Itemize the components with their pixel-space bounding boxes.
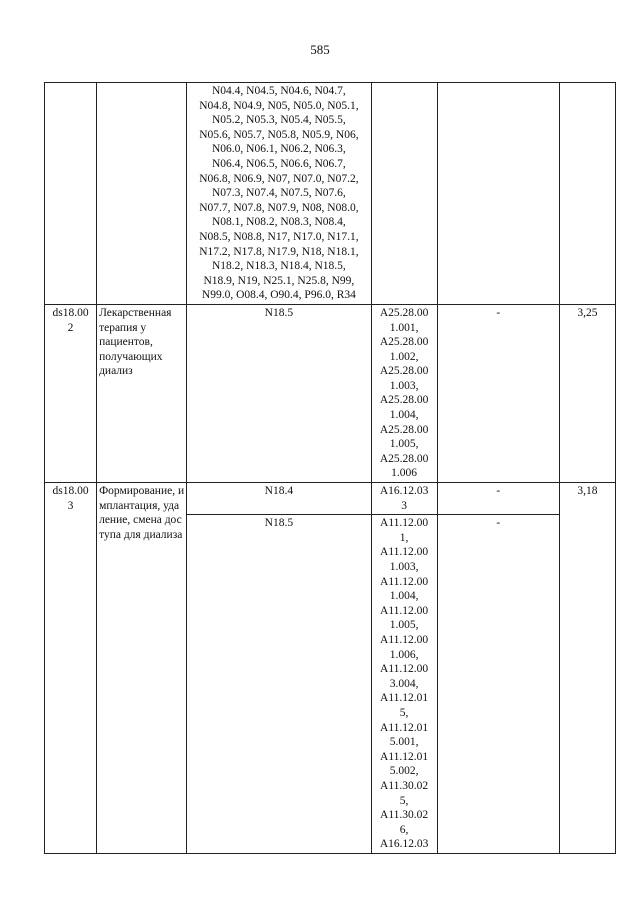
code-cell [45,83,97,305]
diagnosis-codes-cell: N18.5 [187,515,371,854]
extra-criteria-cell: - [437,304,559,482]
table-row-continuation [45,83,616,305]
diagnosis-codes-cell: N18.5 [187,304,371,482]
code-cell: ds18.00 2 [45,304,97,482]
service-codes-cell: A16.12.03 3 [371,483,437,515]
service-codes-cell [371,83,437,305]
page-number: 585 [310,42,330,57]
extra-criteria-cell [437,83,559,305]
coefficient-cell: 3,18 [559,483,615,854]
name-cell: Формирование, имплантация, удаление, смена доступа для диализа [97,483,187,854]
extra-criteria-cell: - [437,515,559,854]
table-row-ds18-002 [45,304,616,482]
coefficient-cell [559,83,615,305]
coefficient-cell: 3,25 [559,304,615,482]
diagnosis-codes-cell: N18.4 [187,483,371,515]
extra-criteria-cell: - [437,483,559,515]
tariff-table [44,82,616,854]
name-cell: Лекарственная терапия у пациентов, получающих диализ [97,304,187,482]
name-cell [97,83,187,305]
service-codes-cell: A11.12.00 1, A11.12.00 1.003, A11.12.00 1.004, A11.12.00 1.005, A11.12.00 1.006, A11.12.00 3.004, A11.12.01 5, A11.12.01 5.001, A11.12.01 5.002, A11.30.02 5, A11.30.02 6, A16.12.03 [371,515,437,854]
table-row-ds18-003 [45,483,616,515]
diagnosis-codes-cell: N04.4, N04.5, N04.6, N04.7, N04.8, N04.9, N05, N05.0, N05.1, N05.2, N05.3, N05.4, N05.5, N05.6, N05.7, N05.8, N05.9, N06, N06.0, N06.1, N06.2, N06.3, N06.4, N06.5, N06.6, N06.7, N06.8, N06.9, N07, N07.0, N07.2, N07.3, N07.4, N07.5, N07.6, N07.7, N07.8, N07.9, N08, N08.0, N08.1, N08.2, N08.3, N08.4, N08.5, N08.8, N17, N17.0, N17.1, N17.2, N17.8, N17.9, N18, N18.1, N18.2, N18.3, N18.4, N18.5, N18.9, N19, N25.1, N25.8, N99, N99.0, O08.4, O90.4, P96.0, R34 [187,83,371,305]
code-cell: ds18.00 3 [45,483,97,854]
service-codes-cell: A25.28.00 1.001, A25.28.00 1.002, A25.28.00 1.003, A25.28.00 1.004, A25.28.00 1.005, A25.28.00 1.006 [371,304,437,482]
